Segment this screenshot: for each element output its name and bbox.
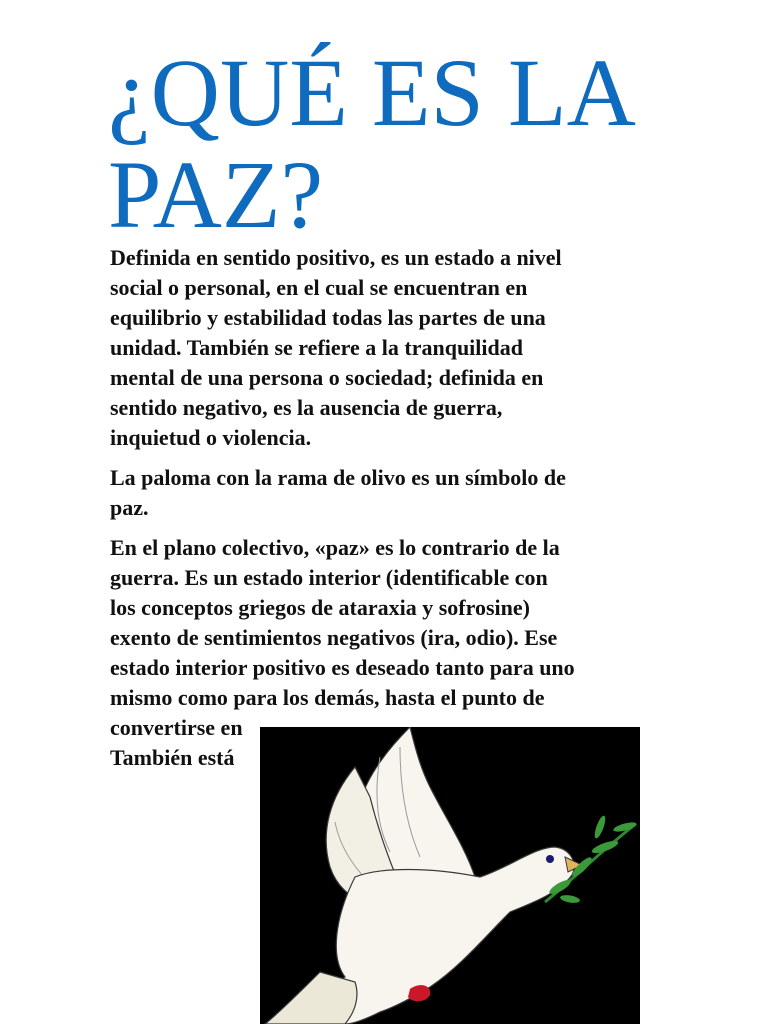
paragraph-dove-symbol: La paloma con la rama de olivo es un símbolo de paz. <box>110 465 566 520</box>
dove-with-olive-branch-icon <box>260 727 640 1024</box>
paragraph-definition: Definida en sentido positivo, es un estado a nivel social o personal, en el cual se encuentran en equilibrio y estabilidad todas las partes de una unidad. También se refiere a la tranquilidad mental de una persona o sociedad; definida en sentido negativo, es la ausencia de guerra, inquietud o violencia. <box>110 245 562 450</box>
document-body <box>110 243 670 783</box>
page-title: ¿QUÉ ES LA PAZ? <box>108 39 631 248</box>
paragraph-collective: En el plano colectivo, «paz» es lo contrario de la guerra. Es un estado interior (identificable con los conceptos griegos de ataraxia y sofrosine) exento de sentimientos negativos (ira, odio). Ese estado interior positivo es deseado tanto para uno mismo como para los demás, hasta el punto de convertirse en También está <box>110 535 575 770</box>
dove-image <box>260 727 640 1024</box>
